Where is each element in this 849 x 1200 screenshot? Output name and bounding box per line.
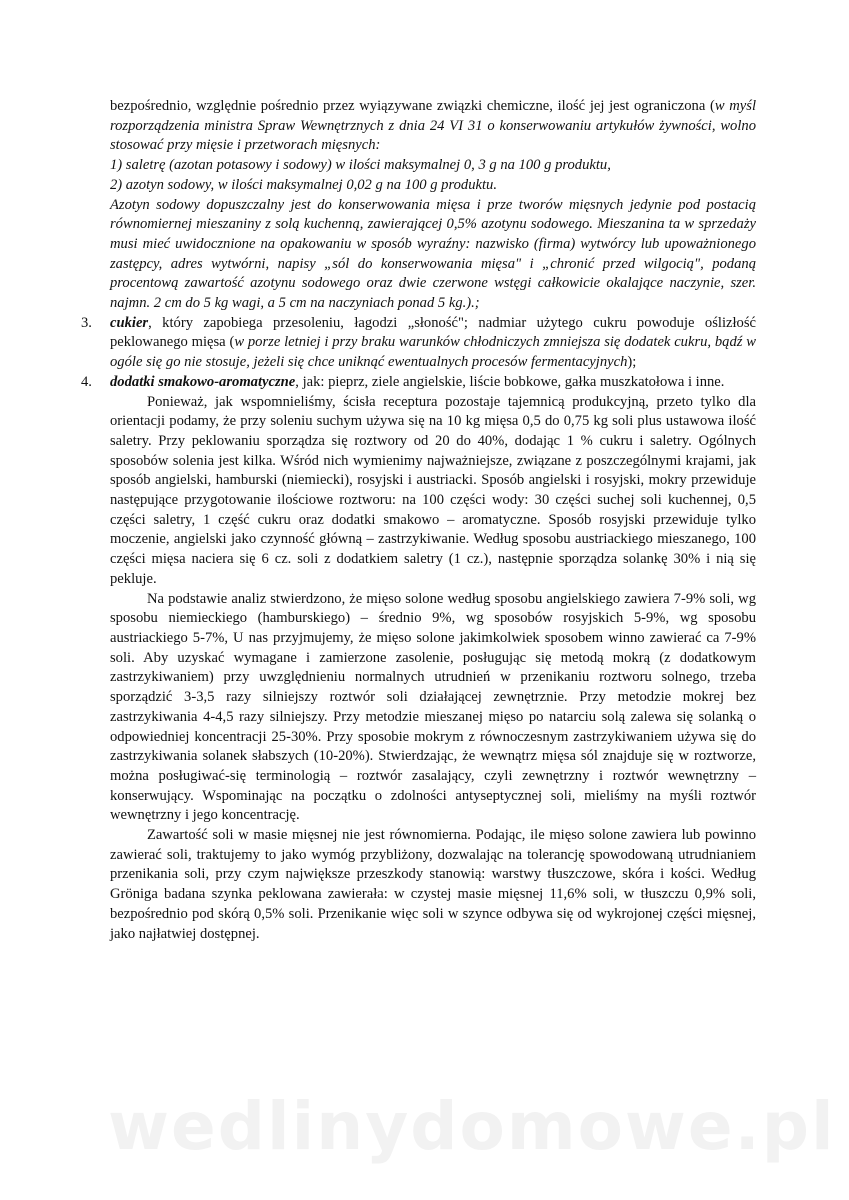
regulation-item-1: 1) saletrę (azotan potasowy i sodowy) w ilości maksymalnej 0, 3 g na 100 g produktu, [110,157,611,174]
document-page [81,97,756,944]
text-run: ); [627,354,637,371]
text-run: , jak: pieprz, ziele angielskie, liście bobkowe, gałka muszkatołowa i inne. [295,373,725,390]
list-number: 3. [81,314,92,331]
list-term: dodatki smakowo-aromatyczne [110,373,296,390]
italic-text-run: w porze letniej i przy braku warunków chłodniczych zmniejsza się dodatek cukru, bądź w ogóle się go nie stosuje, jeżeli się chce uniknąć ewentualnych procesów fermentacyjnych [110,334,756,371]
list-number: 4. [81,373,92,390]
text-run: bezpośrednio, względnie pośrednio przez wyiązywane związki chemiczne, ilość jej jest ograniczona ( [110,98,715,114]
regulation-item-2: 2) azotyn sodowy, w ilości maksymalnej 0,02 g na 100 g produktu. [110,176,497,193]
watermark: wedlinydomowe.pl [108,1088,836,1165]
list-term: cukier [110,314,149,331]
text-run: , który zapobiega przesoleniu, łagodzi „słoność"; nadmiar użytego cukru powoduje oślizłość peklowanego mięsa ( [110,314,756,351]
list-item-4 [81,373,756,393]
list-item-3 [81,314,756,373]
paragraph-salt-analysis: Na podstawie analiz stwierdzono, że mięso solone według sposobu angielskiego zawiera 7-9% soli, wg sposobu niemieckiego (hamburskiego) – średnio 9%, wg sposobów rosyjskich 5-9%, wg sposobu austriackiego 5-7%, U nas przyjmujemy, że mięso solone jakimkolwiek sposobem winno zawierać ca 7-9% soli. Aby uzyskać wymagane i zamierzone zasolenie, posługując się metodą mokrą (z dodatkowym zastrzykiwaniem) przy uwzględnieniu normalnych utrudnień w przenikaniu roztworu solnego, trzeba sporządzić 3-3,5 razy silniejszy roztwór soli działającej zewnętrznie. Przy metodzie mokrej bez zastrzykiwania 4-4,5 razy silniejszy. Przy metodzie mieszanej mięso po natarciu solą zalewa się solanką o odpowiedniej koncentracji 25-30%. Przy sposobie mokrym z równoczesnym zastrzykiwaniem używa się do zastrzykiwania solanek słabszych (10-20%). Stwierdzając, że wewnątrz mięsa sól znajduje się w roztworze, można posługiwać-się terminologią – roztwór zasalający, czyli zewnętrzny i roztwór wewnętrzny – konserwujący. Wspominając na początku o zdolności antyseptycznej soli, mieliśmy na myśli roztwór wewnętrzny i jego koncentrację. [110,590,756,824]
paragraph-salting-methods: Ponieważ, jak wspomnieliśmy, ścisła receptura pozostaje tajemnicą produkcyjną, przeto tylko dla orientacji podamy, że przy soleniu suchym używa się na 10 kg mięsa 0,5 do 0,75 kg soli plus ustawowa ilość saletry. Przy peklowaniu sporządza się roztwory od 20 do 40%, dodając 1 % cukru i saletry. Ogólnych sposobów solenia jest kilka. Wśród nich wymienimy najważniejsze, związane z poszczególnymi krajami, jak sposób angielski, hamburski (niemiecki), rosyjski i austriacki. Sposób angielski i rosyjski, mokry przewiduje następujące przygotowanie ilościowe roztworu: na 100 części wody: 30 części suchej soli kuchennej, 0,5 części saletry, 1 część cukru oraz dodatki smakowo – aromatyczne. Sposób rosyjski przewiduje tylko moczenie, angielski jako czynność główną – zastrzykiwanie. Według sposobu austriackiego mieszanego, 100 części mięsa naciera się 6 cz. soli z dodatkiem saletry (1 cz.), następnie sporządza solankę 30% i nią się pekluje. [110,393,756,587]
italic-text-run: Azotyn sodowy dopuszczalny jest do konserwowania mięsa i prze tworów mięsnych jedynie pod postacią równomiernej mieszaniny z solą kuchenną, zawierającej 0,5% azotynu sodowego. Mieszanina ta w sprzedaży musi mieć uwidocznione na opakowaniu w sposób wyraźny: nazwisko (firma) wytwórcy lub upoważnionego zastępcy, adres wytwórni, napisy „sól do konserwowania mięsa" i „chronić przed wilgocią", podaną procentową zawartość azotynu sodowego oraz dwie czerwone wstęgi całkowicie okalające naczynie, szer. najmn. 2 cm do 5 kg wagi, a 5 cm na naczyniach ponad 5 kg.).; [110,196,756,312]
paragraph-salt-distribution: Zawartość soli w masie mięsnej nie jest równomierna. Podając, ile mięso solone zawiera lub powinno zawierać soli, traktujemy to jako wymóg przybliżony, dozwalając na tolerancję spowodowaną utrudnianiem przenikania soli, przy czym największe przeszkody stanowią: warstwy tłuszczowe, skóra i kości. Według Gröniga badana szynka peklowana zawierała: w czystej masie mięsnej 11,6% soli, w tłuszczu 0,9% soli, bezpośrednio pod skórą 0,5% soli. Przenikanie więc soli w szynce odbywa się od wykrojonej części mięsnej, jako najłatwiej dostępnej. [110,827,756,942]
italic-text-run: w myśl rozporządzenia ministra Spraw Wewnętrznych z dnia 24 VI 31 o konserwowaniu artykułów żywności, wolno stosować przy mięsie i przetworach mięsnych: [110,98,756,154]
paragraph-legal-note [110,97,756,314]
